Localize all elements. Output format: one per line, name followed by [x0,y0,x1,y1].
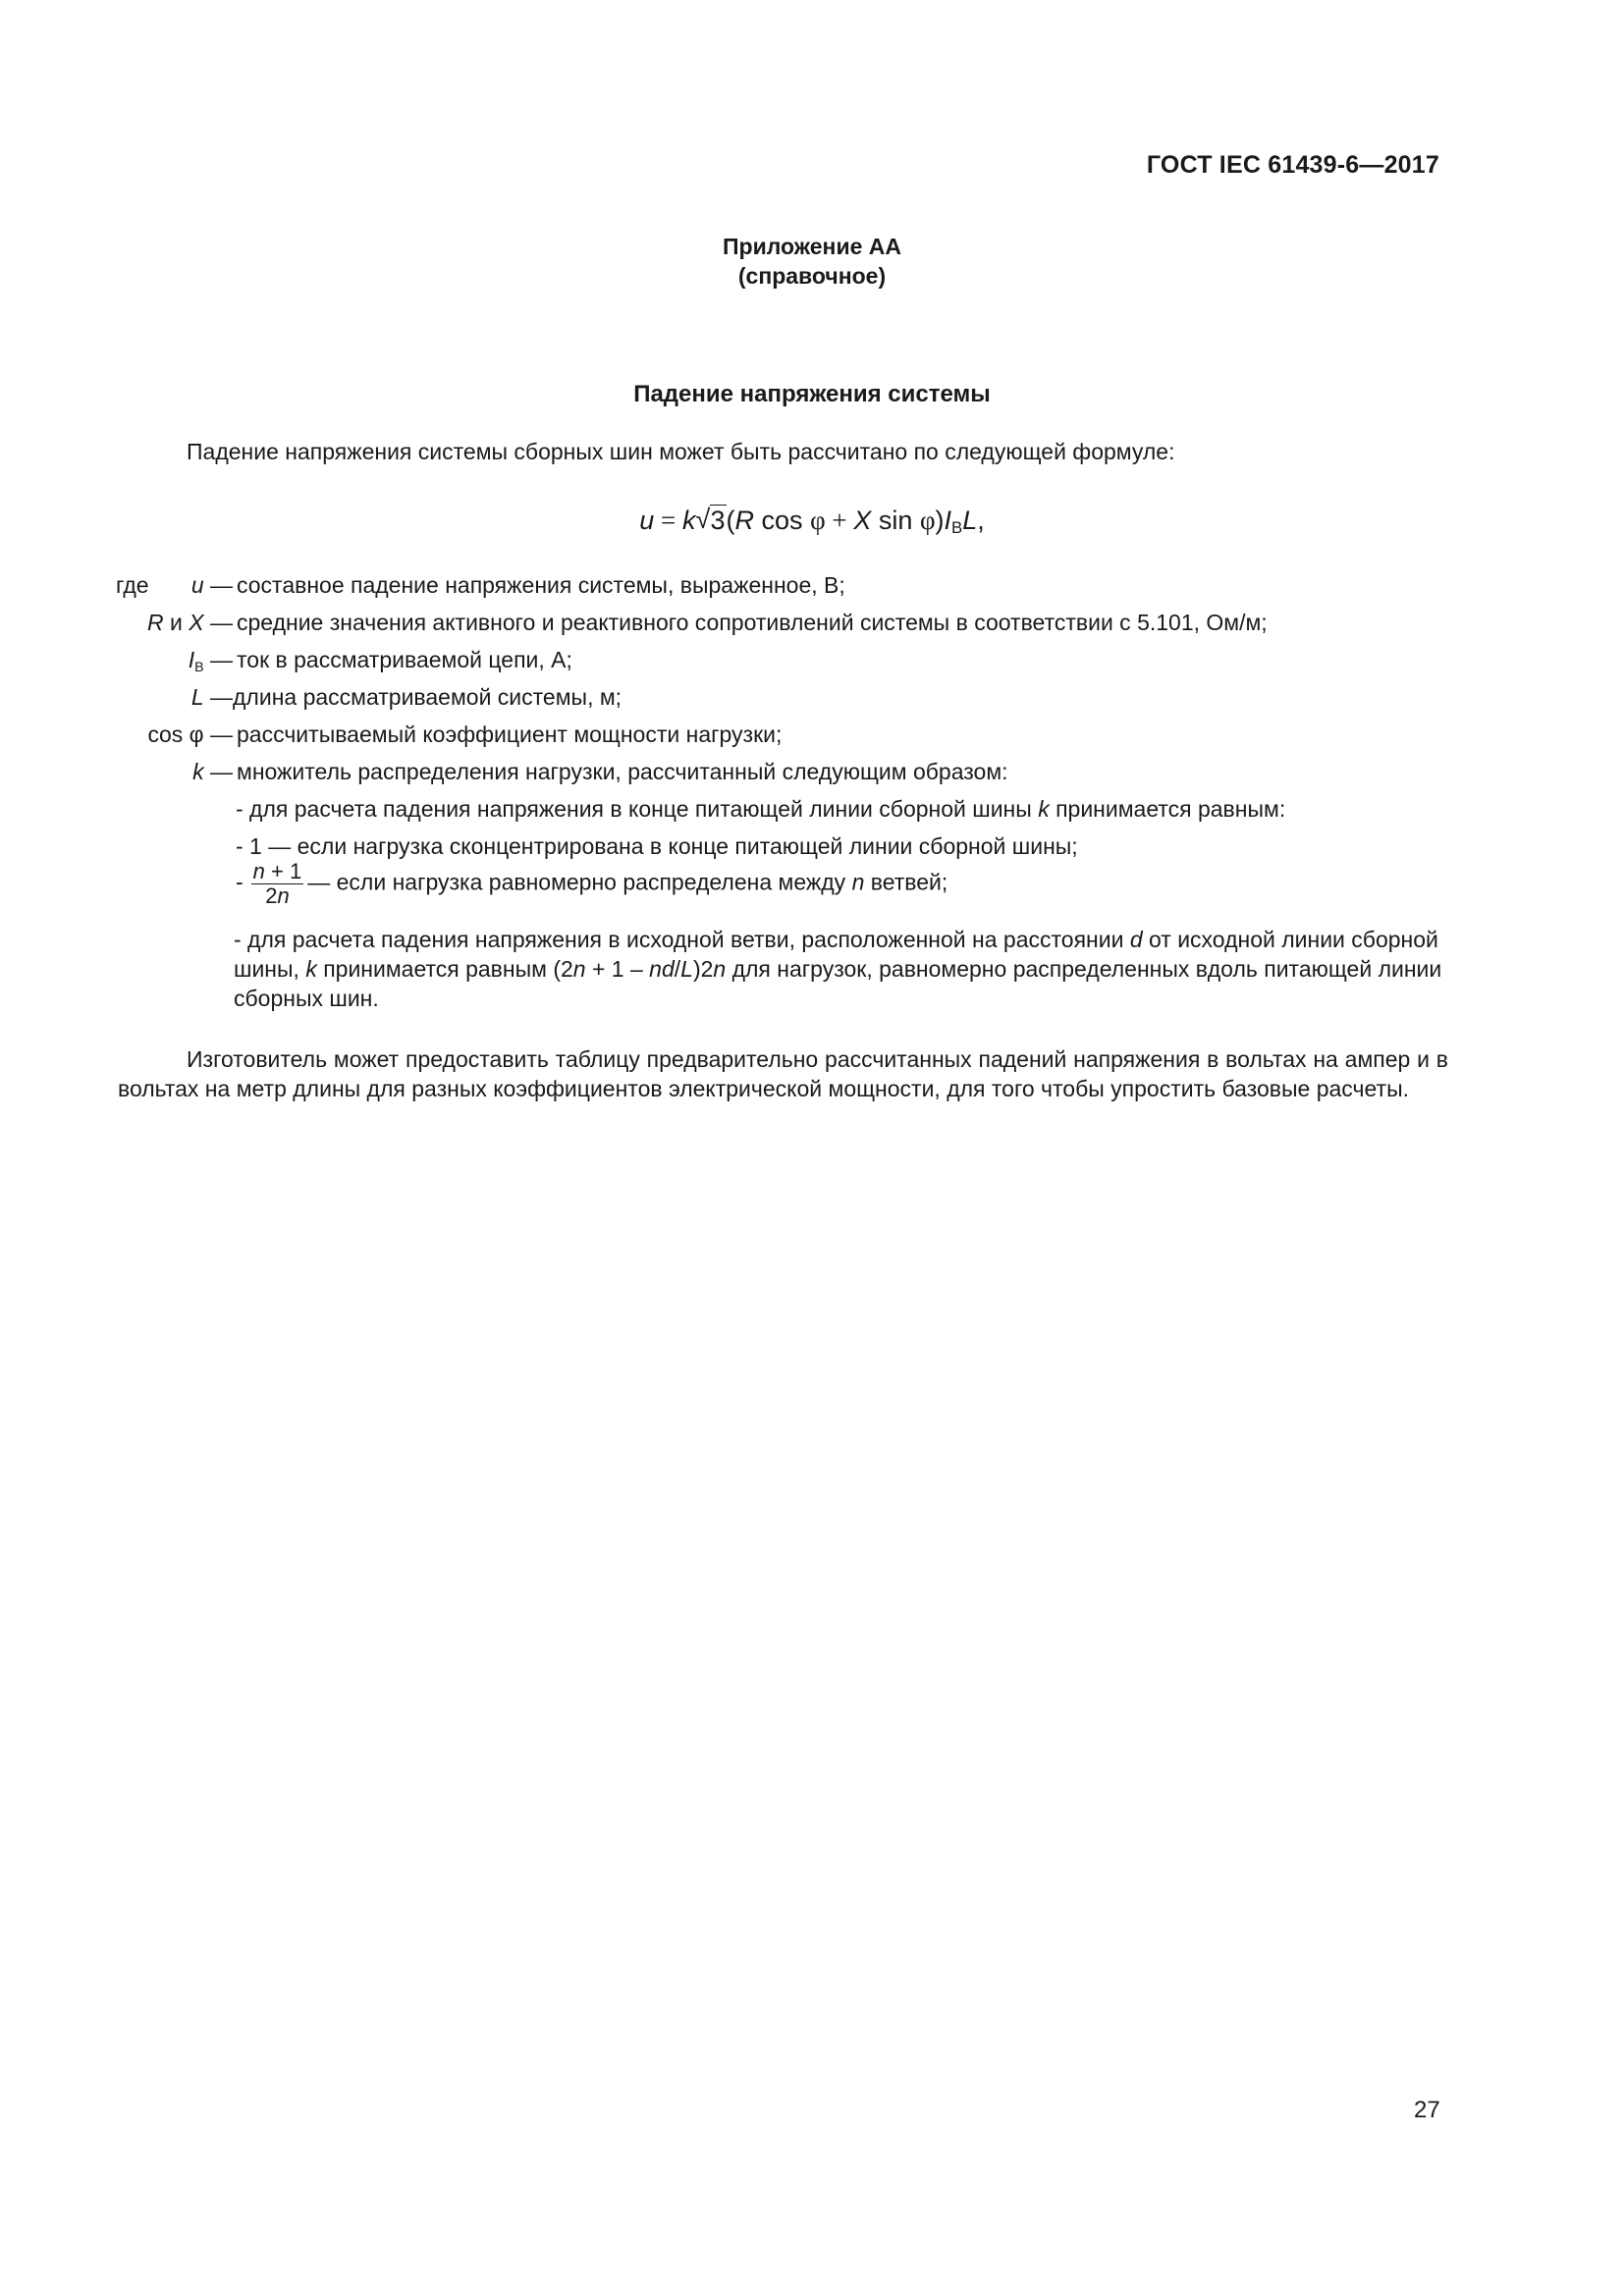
definition-row-i [0,646,1624,677]
symbol-u: u [190,572,204,598]
formula-open-paren: ( [726,506,735,535]
symbol-nd: nd [649,956,675,982]
definition-symbol [191,683,233,713]
formula-R: R [734,506,755,535]
formula-I-subscript: В [951,518,963,537]
bullet-text: )2 [692,956,714,982]
formula-X: X [853,506,872,535]
radical-sign-icon: √ [695,505,711,534]
bullet-item-4 [234,925,1451,1013]
formula-equals: = [654,506,682,535]
bullet-text: принимается равным: [1049,796,1286,822]
definition-row-u [0,571,1624,603]
definition-dash: — [203,684,233,710]
symbol-and: и [163,610,189,635]
voltage-drop-formula [0,504,1624,539]
formula-phi-1: φ [810,506,826,535]
formula-cos: cos [754,506,811,535]
definition-dash: — [203,647,233,672]
symbol-k: k [192,759,204,784]
formula-L: L [962,506,978,535]
bullet-text: - 1 — если нагрузка сконцентрирована в конце питающей линии сборной шины; [236,833,1078,859]
symbol-n: n [277,883,290,908]
bullet-text: - для расчета падения напряжения в исходной ветви, расположенной на расстоянии [234,927,1130,952]
symbol-cos-phi: cos φ [147,721,204,747]
symbol-L: L [680,956,693,982]
formula-root-value: 3 [710,506,726,535]
definition-row-k [0,758,1624,789]
intro-paragraph: Падение напряжения системы сборных шин может быть рассчитано по следующей формуле: [187,439,1175,464]
formula-phi-2: φ [919,506,936,535]
document-code: ГОСТ IEC 61439-6—2017 [1146,151,1439,179]
definition-symbol [148,721,234,750]
definition-symbol [189,646,233,677]
definition-text: рассчитываемый коэффициент мощности нагрузки; [237,721,783,747]
slash: / [674,956,681,982]
fraction-denominator [251,884,304,908]
symbol-k: k [305,956,317,982]
symbol-d: d [1129,927,1143,952]
definition-symbol [191,571,233,601]
formula-u: u [639,506,655,535]
definition-row-cos [0,721,1624,752]
bullet-text: + 1 – [585,956,650,982]
definition-text: составное падение напряжения системы, выраженное, В; [237,572,845,598]
formula-close-paren: ) [935,506,945,535]
definition-text: ток в рассматриваемой цепи, А; [237,647,572,672]
formula-k: k [682,506,696,535]
bullet-item-2 [236,832,1078,862]
symbol-R: R [147,610,164,635]
bullet-item-3 [236,860,947,908]
where-label: где [116,572,149,598]
annex-subtitle: (справочное) [737,263,887,289]
bullet-dash: - [236,869,244,895]
symbol-I: I [188,647,195,672]
definition-symbol [192,758,233,787]
annex-heading [0,232,1624,291]
bullet-text: от исходной линии сборной шины, [234,927,1438,982]
bullet-text: для нагрузок, равномерно распределенных вдоль питающей линии сборных шин. [234,956,1442,1011]
annex-title: Приложение АА [722,234,901,259]
symbol-I-subscript: В [194,660,204,675]
definition-text: длина рассматриваемой системы, м; [233,684,623,710]
fraction-numerator [251,860,304,884]
formula-comma: , [977,506,985,535]
definition-dash: — [203,759,233,784]
definition-row-r-x [0,609,1624,640]
section-title: Падение напряжения системы [633,381,991,407]
square-root [696,504,727,538]
bullet-text: принимается равным (2 [316,956,573,982]
denominator-two: 2 [265,883,278,908]
bullet-text: — если нагрузка равномерно распределена между [307,869,852,895]
symbol-L: L [190,684,204,710]
definition-dash: — [203,572,233,598]
definition-row-l [0,683,1624,715]
definition-text: средние значения активного и реактивного сопротивлений системы в соответствии с 5.101, Ом/м; [237,610,1268,635]
bullet-text: - для расчета падения напряжения в конце питающей линии сборной шины [236,796,1039,822]
bullet-text: ветвей; [864,869,948,895]
symbol-n: n [252,859,265,883]
symbol-n: n [713,956,727,982]
formula-sin: sin [871,506,920,535]
definition-dash: — [203,610,233,635]
formula-I: I [944,506,952,535]
symbol-k: k [1038,796,1050,822]
definition-text: множитель распределения нагрузки, рассчитанный следующим образом: [237,759,1008,784]
numerator-rest: + 1 [264,859,302,883]
definition-symbol [147,609,233,638]
page-number: 27 [1414,2097,1440,2123]
symbol-n: n [851,869,865,895]
bullet-item-1 [236,795,1285,825]
symbol-n: n [572,956,586,982]
definition-dash: — [203,721,233,747]
closing-paragraph: Изготовитель может предоставить таблицу предварительно рассчитанных падений напряжения в вольтах на ампер и в вольтах на метр длины для разных коэффициентов электрической мощности, для того чтобы упростить базовые расчеты. [118,1046,1448,1101]
fraction-n-plus-1-over-2n [251,860,304,908]
formula-plus: + [825,506,854,535]
symbol-X: X [189,610,204,635]
